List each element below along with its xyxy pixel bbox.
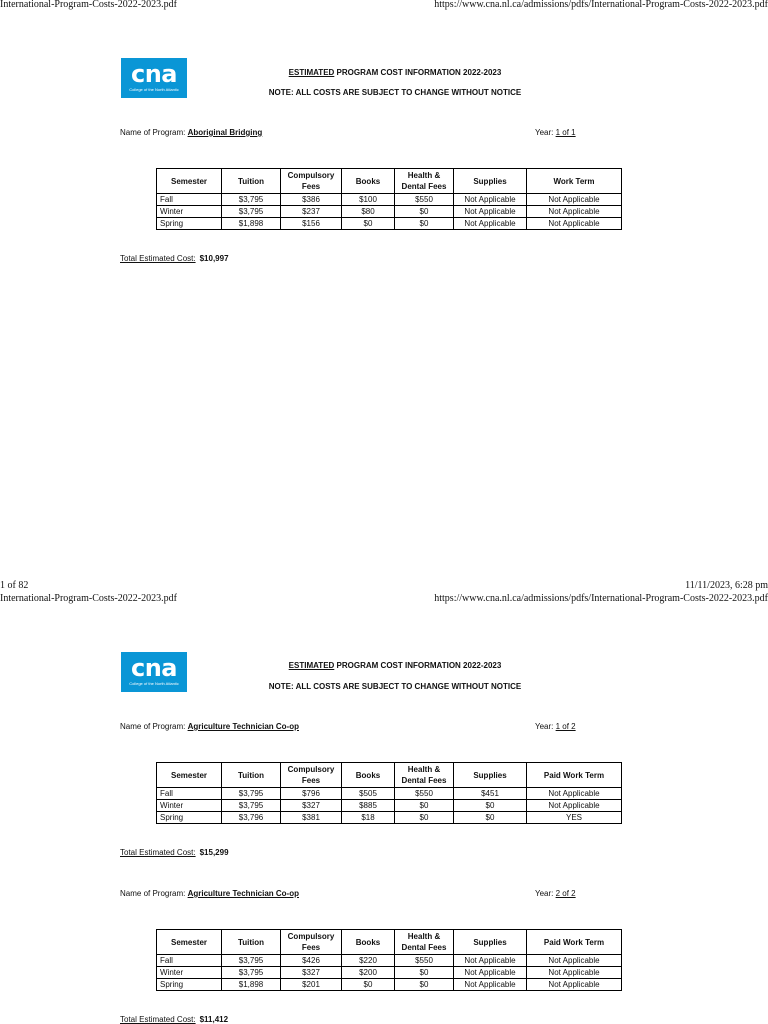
doc-note: NOTE: ALL COSTS ARE SUBJECT TO CHANGE WITHOUT NOTICE [268,88,522,97]
cell: $156 [281,218,342,230]
col-compulsory-fees: Compulsory Fees [281,930,342,955]
cell: $1,898 [222,979,281,991]
table-row [157,812,622,824]
cell: Not Applicable [454,206,527,218]
doc-title-estimated: ESTIMATED [288,68,335,77]
table-row [157,979,622,991]
cell: $0 [395,206,454,218]
cell: $220 [342,955,395,967]
logo-word: cna [130,60,177,88]
doc-title-rest: PROGRAM COST INFORMATION 2022-2023 [334,68,502,77]
program-year-2 [535,722,576,731]
col-compulsory-fees: Compulsory Fees [281,763,342,788]
cell: $3,795 [222,788,281,800]
col-health-dental: Health & Dental Fees [395,930,454,955]
cell: $0 [395,967,454,979]
total-label: Total Estimated Cost: [120,254,196,263]
cell: $18 [342,812,395,824]
total-value: $15,299 [199,848,229,857]
table-row [157,955,622,967]
cell: $0 [395,218,454,230]
cell: YES [527,812,622,824]
col-tuition: Tuition [222,930,281,955]
doc-title-estimated: ESTIMATED [288,661,335,670]
doc-title-rest: PROGRAM COST INFORMATION 2022-2023 [334,661,502,670]
cell: Fall [157,955,222,967]
col-tuition: Tuition [222,763,281,788]
logo-word: cna [130,654,177,682]
total-cost-3 [120,1015,228,1024]
cell: Not Applicable [454,194,527,206]
cell: $0 [395,979,454,991]
table-row [157,194,622,206]
program-label: Name of Program: [120,722,188,731]
col-books: Books [342,930,395,955]
logo-tagline: College of the North Atlantic [129,87,179,92]
cell: $505 [342,788,395,800]
col-health-dental: Health & Dental Fees [395,169,454,194]
total-value: $10,997 [199,254,229,263]
cell: $0 [342,979,395,991]
cell: Not Applicable [454,979,527,991]
program-year-3 [535,889,576,898]
logo-tagline: College of the North Atlantic [129,681,179,686]
cell: $451 [454,788,527,800]
table-row [157,206,622,218]
col-paid-work-term: Paid Work Term [527,763,622,788]
col-paid-work-term: Paid Work Term [527,930,622,955]
cell: Not Applicable [527,979,622,991]
program-value: Agriculture Technician Co-op [187,722,299,731]
cell: Spring [157,812,222,824]
col-work-term: Work Term [527,169,622,194]
col-semester: Semester [157,930,222,955]
year-label: Year: [535,128,556,137]
cell: $201 [281,979,342,991]
cell: $550 [395,194,454,206]
cell: $3,795 [222,967,281,979]
cell: Spring [157,218,222,230]
cna-logo [121,652,187,692]
cell: $1,898 [222,218,281,230]
cell: Not Applicable [454,218,527,230]
cell: $885 [342,800,395,812]
cell: Not Applicable [527,788,622,800]
cell: Not Applicable [454,967,527,979]
year-value: 2 of 2 [555,889,576,898]
cna-logo [121,58,187,98]
cell: $200 [342,967,395,979]
total-label: Total Estimated Cost: [120,848,196,857]
col-semester: Semester [157,169,222,194]
cell: Not Applicable [527,955,622,967]
doc-title [230,68,560,77]
program-year-1 [535,128,576,137]
cell: $426 [281,955,342,967]
col-health-dental: Health & Dental Fees [395,763,454,788]
doc-note: NOTE: ALL COSTS ARE SUBJECT TO CHANGE WITHOUT NOTICE [268,682,522,691]
cell: $0 [395,800,454,812]
year-label: Year: [535,889,556,898]
total-label: Total Estimated Cost: [120,1015,196,1024]
program-value: Aboriginal Bridging [187,128,263,137]
cell: Not Applicable [527,800,622,812]
col-supplies: Supplies [454,763,527,788]
cell: $327 [281,967,342,979]
cost-table-3 [156,929,622,991]
total-value: $11,412 [199,1015,229,1024]
cell: Not Applicable [454,955,527,967]
cell: Not Applicable [527,206,622,218]
table-row [157,788,622,800]
col-books: Books [342,763,395,788]
cost-table-1 [156,168,622,230]
program-name-3 [120,889,299,898]
doc-title [230,661,560,670]
cell: $80 [342,206,395,218]
table-header-row [157,763,622,788]
total-cost-1 [120,254,229,263]
table-row [157,218,622,230]
program-label: Name of Program: [120,889,188,898]
year-value: 1 of 2 [555,722,576,731]
col-books: Books [342,169,395,194]
header-filename: International-Program-Costs-2022-2023.pdf [0,0,177,10]
header-url[interactable]: https://www.cna.nl.ca/admissions/pdfs/International-Program-Costs-2022-2023.pdf [434,593,768,604]
program-name-2 [120,722,299,731]
cell: $0 [454,812,527,824]
cell: $550 [395,788,454,800]
cell: Fall [157,194,222,206]
cell: $3,796 [222,812,281,824]
header-url[interactable]: https://www.cna.nl.ca/admissions/pdfs/International-Program-Costs-2022-2023.pdf [434,0,768,10]
col-compulsory-fees: Compulsory Fees [281,169,342,194]
cell: $386 [281,194,342,206]
cell: Fall [157,788,222,800]
cell: Not Applicable [527,194,622,206]
cell: $0 [454,800,527,812]
cell: Not Applicable [527,218,622,230]
col-semester: Semester [157,763,222,788]
cell: $3,795 [222,800,281,812]
header-filename: International-Program-Costs-2022-2023.pdf [0,593,177,604]
cell: $3,795 [222,194,281,206]
cell: Not Applicable [527,967,622,979]
col-supplies: Supplies [454,169,527,194]
program-label: Name of Program: [120,128,188,137]
cell: $3,795 [222,206,281,218]
cell: Winter [157,206,222,218]
footer-page-number: 1 of 82 [0,580,29,591]
cell: $327 [281,800,342,812]
col-supplies: Supplies [454,930,527,955]
cell: $796 [281,788,342,800]
cell: Winter [157,967,222,979]
cell: $100 [342,194,395,206]
program-name-1 [120,128,262,137]
year-label: Year: [535,722,556,731]
cell: $237 [281,206,342,218]
table-row [157,800,622,812]
year-value: 1 of 1 [555,128,576,137]
table-header-row [157,930,622,955]
cell: $0 [342,218,395,230]
cell: $381 [281,812,342,824]
cell: $550 [395,955,454,967]
footer-datetime: 11/11/2023, 6:28 pm [685,580,768,591]
col-tuition: Tuition [222,169,281,194]
cost-table-2 [156,762,622,824]
cell: Winter [157,800,222,812]
table-row [157,967,622,979]
cell: $3,795 [222,955,281,967]
cell: Spring [157,979,222,991]
cell: $0 [395,812,454,824]
table-header-row [157,169,622,194]
program-value: Agriculture Technician Co-op [187,889,299,898]
total-cost-2 [120,848,229,857]
